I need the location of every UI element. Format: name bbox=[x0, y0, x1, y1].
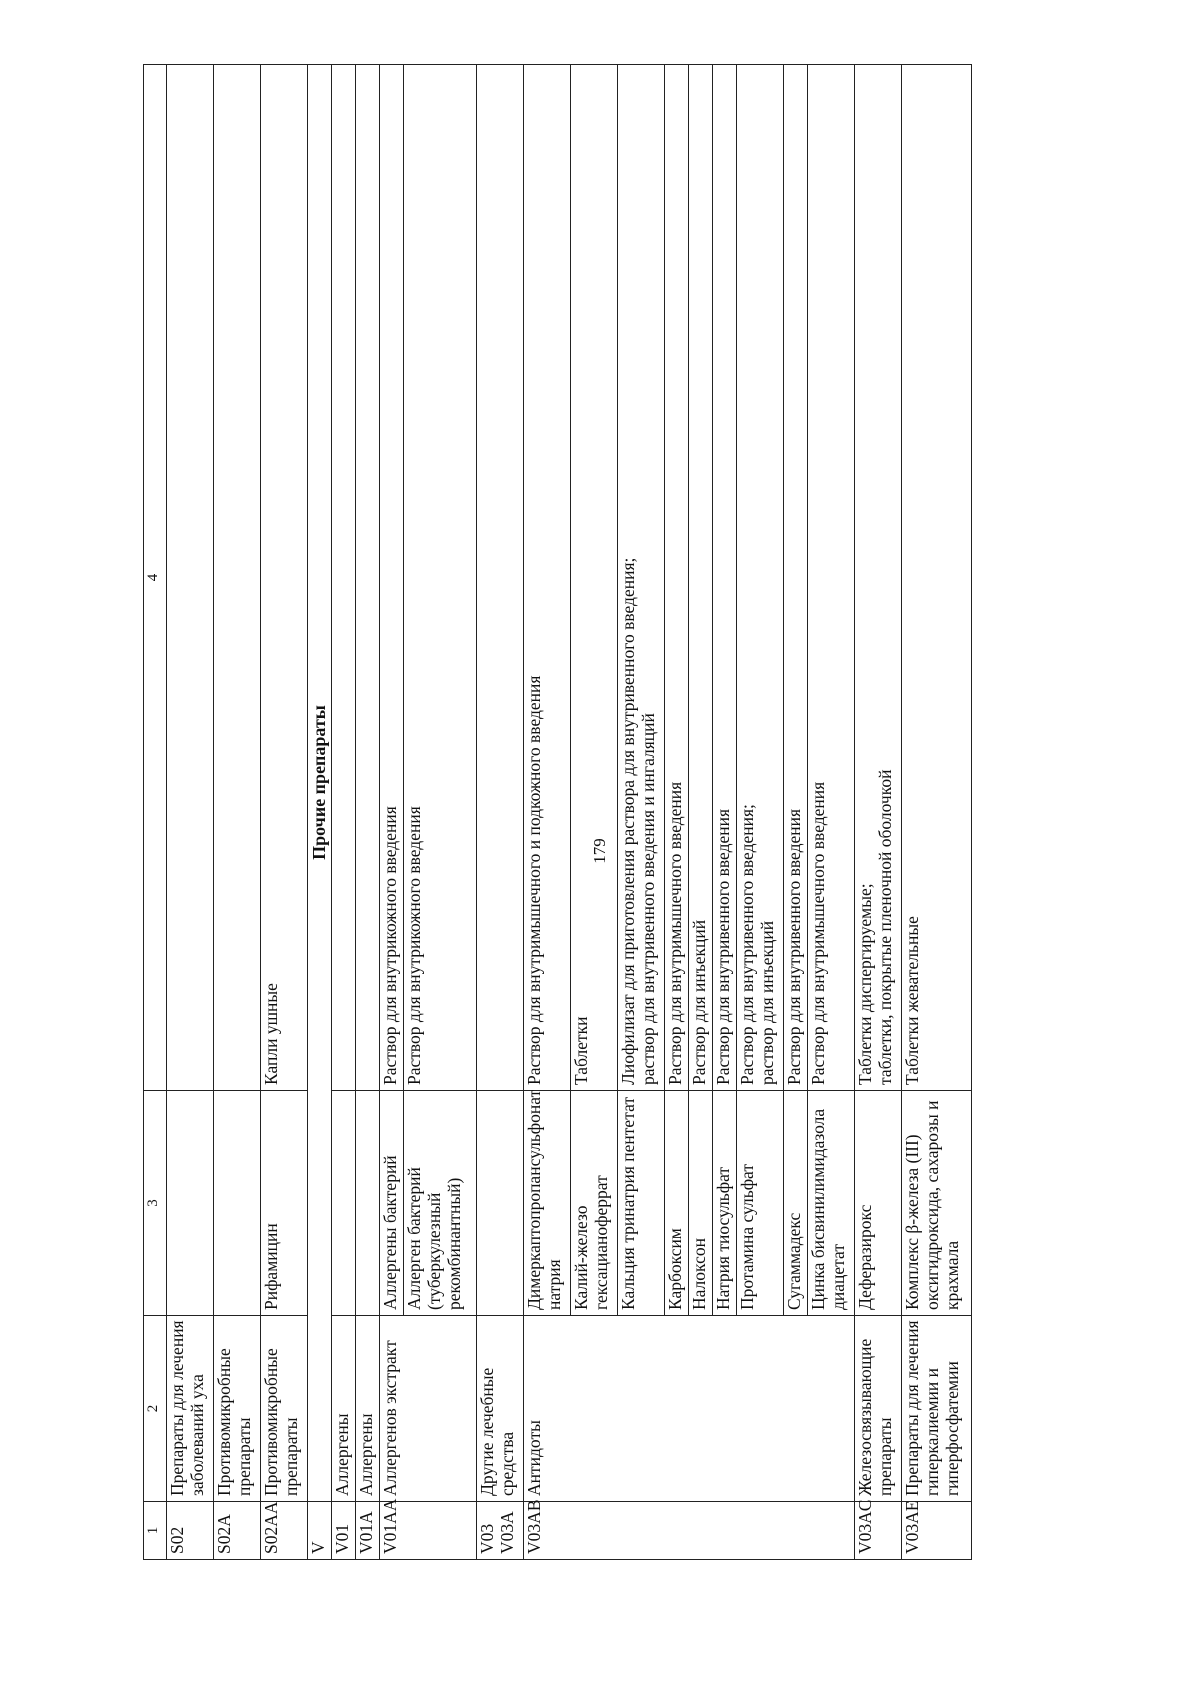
drug-name: Димеркаптопропансульфонат натрия bbox=[524, 1091, 571, 1316]
group-name: Аллергены bbox=[332, 1316, 356, 1502]
dosage-form: Раствор для внутримышечного введения bbox=[665, 65, 689, 1091]
section-row bbox=[308, 65, 332, 1560]
group-name: Аллергены bbox=[356, 1316, 380, 1502]
atc-code: V01AA bbox=[380, 1502, 477, 1560]
table-row bbox=[167, 65, 214, 1560]
drug-name: Сугаммадекс bbox=[784, 1091, 808, 1316]
atc-code: S02A bbox=[214, 1502, 261, 1560]
dosage-form: Раствор для внутрикожного введения bbox=[404, 65, 477, 1091]
dosage-form: Таблетки жевательные bbox=[902, 65, 972, 1091]
drug-name: Кальция тринатрия пентетат bbox=[618, 1091, 665, 1316]
dosage-form bbox=[167, 65, 214, 1091]
drug-name: Натрия тиосульфат bbox=[713, 1091, 737, 1316]
dosage-form: Раствор для внутривенного введения bbox=[713, 65, 737, 1091]
atc-code: V03 V03A bbox=[477, 1502, 524, 1560]
header-col-1: 1 bbox=[144, 1502, 167, 1560]
dosage-form bbox=[356, 65, 380, 1091]
atc-code: V01 bbox=[332, 1502, 356, 1560]
dosage-form bbox=[332, 65, 356, 1091]
drug-name bbox=[356, 1091, 380, 1316]
page-number: 179 bbox=[590, 838, 609, 864]
group-name: Противомикробные препараты bbox=[261, 1316, 308, 1502]
drug-name: Комплекс β-железа (III) оксигидроксида, сахарозы и крахмала bbox=[902, 1091, 972, 1316]
group-name: Препараты для лечения заболеваний уха bbox=[167, 1316, 214, 1502]
dosage-form: Раствор для внутримышечного и подкожного введения bbox=[524, 65, 571, 1091]
table-row bbox=[380, 65, 404, 1560]
dosage-form: Таблетки диспергируемые; таблетки, покрытые пленочной оболочкой bbox=[855, 65, 902, 1091]
dosage-form: Раствор для инъекций bbox=[689, 65, 713, 1091]
group-name: Противомикробные препараты bbox=[214, 1316, 261, 1502]
drug-name: Карбоксим bbox=[665, 1091, 689, 1316]
drug-name: Протамина сульфат bbox=[737, 1091, 784, 1316]
group-name: Аллергенов экстракт bbox=[380, 1316, 477, 1502]
dosage-form bbox=[477, 65, 524, 1091]
drug-table-container bbox=[143, 65, 1200, 1560]
atc-code: V03AC bbox=[855, 1502, 902, 1560]
drug-table bbox=[143, 64, 972, 1560]
dosage-form bbox=[214, 65, 261, 1091]
table-row bbox=[261, 65, 308, 1560]
atc-code: V bbox=[308, 1502, 332, 1560]
group-name: Другие лечебные средства bbox=[477, 1316, 524, 1502]
table-row bbox=[214, 65, 261, 1560]
atc-code: S02 bbox=[167, 1502, 214, 1560]
drug-name: Цинка бисвинилимидазола диацетат bbox=[808, 1091, 855, 1316]
group-name: Железосвязывающие препараты bbox=[855, 1316, 902, 1502]
header-col-3: 3 bbox=[144, 1091, 167, 1316]
table-row bbox=[332, 65, 356, 1560]
group-name: Антидоты bbox=[524, 1316, 855, 1502]
dosage-form: Раствор для внутримышечного введения bbox=[808, 65, 855, 1091]
drug-name bbox=[167, 1091, 214, 1316]
table-row bbox=[524, 65, 571, 1560]
table-row bbox=[477, 65, 524, 1560]
header-row bbox=[144, 65, 167, 1560]
drug-name: Налоксон bbox=[689, 1091, 713, 1316]
header-col-4: 4 bbox=[144, 65, 167, 1091]
table-row bbox=[855, 65, 902, 1560]
dosage-form: Лиофилизат для приготовления раствора для внутривенного введения; раствор для внутривенного введения и ингаляций bbox=[618, 65, 665, 1091]
table-row bbox=[902, 65, 972, 1560]
drug-name: Аллерген бактерий (туберкулезный рекомбинантный) bbox=[404, 1091, 477, 1316]
drug-name: Деферазирокс bbox=[855, 1091, 902, 1316]
header-col-2: 2 bbox=[144, 1316, 167, 1502]
atc-code: S02AA bbox=[261, 1502, 308, 1560]
group-name: Препараты для лечения гиперкалиемии и гиперфосфатемии bbox=[902, 1316, 972, 1502]
drug-name: Рифамицин bbox=[261, 1091, 308, 1316]
dosage-form: Раствор для внутривенного введения; раствор для инъекций bbox=[737, 65, 784, 1091]
drug-name bbox=[477, 1091, 524, 1316]
dosage-form: Таблетки bbox=[571, 65, 618, 1091]
drug-name bbox=[332, 1091, 356, 1316]
atc-code: V01A bbox=[356, 1502, 380, 1560]
section-title: Прочие препараты bbox=[308, 65, 332, 1502]
atc-code: V03AB bbox=[524, 1502, 855, 1560]
dosage-form: Капли ушные bbox=[261, 65, 308, 1091]
drug-name bbox=[214, 1091, 261, 1316]
drug-name: Аллергены бактерий bbox=[380, 1091, 404, 1316]
dosage-form: Раствор для внутрикожного введения bbox=[380, 65, 404, 1091]
dosage-form: Раствор для внутривенного введения bbox=[784, 65, 808, 1091]
table-row bbox=[356, 65, 380, 1560]
drug-name: Калий-железо гексацианоферрат bbox=[571, 1091, 618, 1316]
atc-code: V03AE bbox=[902, 1502, 972, 1560]
